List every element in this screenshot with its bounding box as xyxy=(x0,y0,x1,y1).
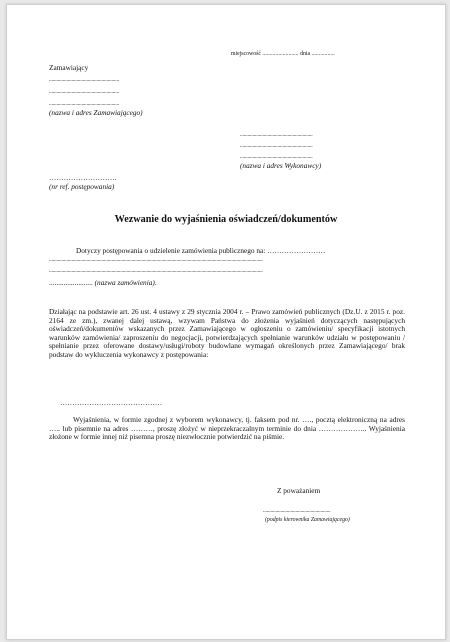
contracting-authority-heading: Zamawiający xyxy=(49,63,89,72)
page-title: Wezwanie do wyjaśnienia oświadczeń/dokumentów xyxy=(114,214,338,225)
closing-greeting: Z poważaniem xyxy=(277,486,321,495)
contractor-line-2: .......................................................... xyxy=(240,143,313,149)
reference-number-line: ………………………. xyxy=(49,173,117,182)
authority-line-1: ........................................................ xyxy=(49,77,119,83)
subject-dots-line-2: ........................................................................................................................................................................... xyxy=(49,268,263,274)
contractor-caption: (nazwa i adres Wykonawcy) xyxy=(240,161,322,170)
signature-caption: (podpis kierownika Zamawiającego) xyxy=(265,517,350,523)
subject-name-end: . xyxy=(154,278,157,287)
reference-number-caption: (nr ref. postępowania) xyxy=(49,182,115,191)
document-page xyxy=(6,4,446,640)
authority-line-2: ........................................................ xyxy=(49,89,119,95)
subject-name-line xyxy=(49,278,157,287)
subject-name-caption: (nazwa zamówienia) xyxy=(94,278,155,287)
signature-line: ...................................................... xyxy=(263,508,331,514)
authority-line-3: ........................................................ xyxy=(49,101,119,107)
authority-caption: (nazwa i adres Zamawiającego) xyxy=(49,108,143,117)
place-date-line: miejscowość ......................... dnia ................ xyxy=(231,51,335,57)
body-paragraph-1: Działając na podstawie art. 26 ust. 4 ustawy z 29 stycznia 2004 r. – Prawo zamówień publicznych (Dz.U. z 2015 r. poz. 2164 ze zm.), zwanej dalej ustawą, wzywam Państwa do złożenia wyjaśnień dotyczących następujących oświadczeń/dokumentów wskazanych przez Zamawiającego w ogłoszeniu o zamówieniu/ specyfikacji istotnych warunków zamówienia/ zaproszeniu do negocjacji, potwierdzających spełnianie warunków udziału w postępowaniu / spełnianie przez oferowane dostawy/usługi/roboty budowlane wymagań określonych przez Zamawiającego/ brak podstaw do wykluczenia wykonawcy z postępowania: xyxy=(49,307,405,359)
body-paragraph-2: Wyjaśnienia, w formie zgodnej z wyborem wykonawcy, tj. faksem pod nr. …., pocztą elektroniczną na adres ….. lub pisemnie na adres ………, proszę złożyć w nieprzekraczalnym terminie do dnia ……………….. Wyjaśnienia złożone w formie innej niż pisemna proszę niezwłocznie potwierdzić na piśmie. xyxy=(49,415,405,442)
contractor-line-3: .......................................................... xyxy=(240,154,313,160)
contractor-line-1: .......................................................... xyxy=(240,132,313,138)
subject-dots-line-1: ........................................................................................................................................................................... xyxy=(49,257,263,263)
subject-name-dots: ........................ xyxy=(49,278,93,287)
explanation-blank-line: …………………………………… xyxy=(60,398,163,407)
subject-line: Dotyczy postępowania o udzielenie zamówienia publicznego na: …………………… xyxy=(76,246,326,255)
